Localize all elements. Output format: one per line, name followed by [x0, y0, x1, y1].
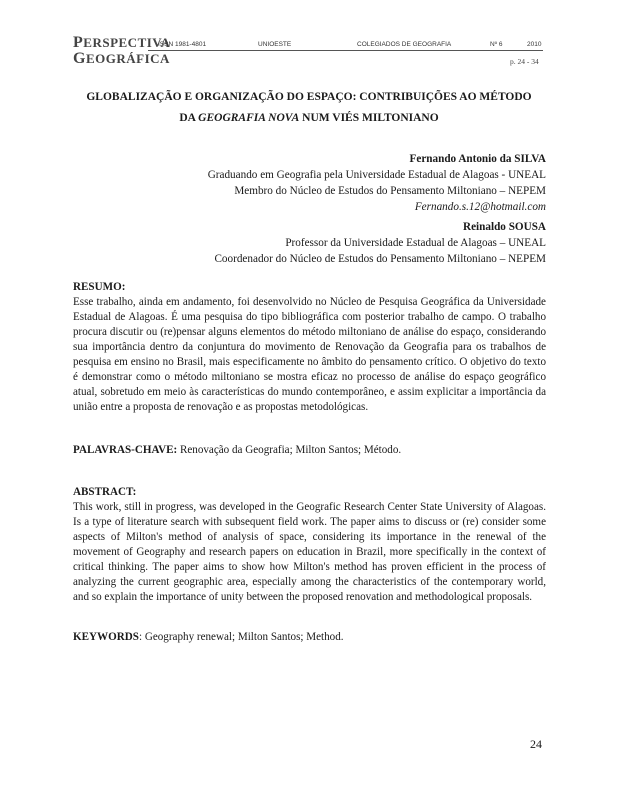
author-name: Fernando Antonio da SILVA	[409, 153, 546, 165]
resumo-section	[73, 280, 546, 415]
resumo-text: Esse trabalho, ainda em andamento, foi desenvolvido no Núcleo de Pesquisa Geográfica da Universidade Estadual de Alagoas. É uma pesquisa do tipo bibliográfica com posterior trabalho de campo. O trabalho procura discutir ou (re)pensar alguns elementos do método miltoniano de análise do espaço, considerando sua importância dentro da conjuntura do movimento de Renovação da Geografia para os trabalhos de pesquisa em ensino no Brasil, mais especificamente no âmbito do pensamento crítico. O objetivo do texto é demonstrar como o método miltoniano se mostra eficaz no processo de análise do espaço geográfico atual, sobretudo em meio às características do mundo contemporâneo, e assim explicitar a importância da união entre a proposta de renovação e as propostas metodológicas.	[73, 296, 546, 413]
author-email[interactable]: Fernando.s.12@hotmail.com	[414, 201, 546, 213]
keywords	[73, 630, 546, 645]
title-part: NUM VIÉS MILTONIANO	[299, 112, 439, 124]
issn: ISSN 1981-4801	[158, 41, 207, 48]
title-italic-part: GEOGRAFIA NOVA	[198, 112, 300, 124]
palavras-chave-text: Renovação da Geografia; Milton Santos; Método.	[177, 444, 402, 456]
author-block-2	[214, 219, 546, 267]
year: 2010	[527, 41, 542, 48]
palavras-chave	[73, 443, 546, 458]
issue-number: Nº 6	[490, 41, 503, 48]
title-line-2	[60, 108, 558, 129]
abstract-section	[73, 485, 546, 605]
page-range: p. 24 - 34	[510, 57, 539, 66]
paper-title	[60, 87, 558, 129]
logo-word-2: EOGRÁFICA	[85, 51, 170, 66]
keywords-label: KEYWORDS	[73, 631, 139, 643]
resumo-heading: RESUMO:	[73, 281, 126, 293]
title-part: DA	[179, 112, 199, 124]
author-affiliation: Coordenador do Núcleo de Estudos do Pensamento Miltoniano – NEPEM	[214, 253, 546, 265]
abstract-heading: ABSTRACT:	[73, 486, 137, 498]
title-line-1: GLOBALIZAÇÃO E ORGANIZAÇÃO DO ESPAÇO: CONTRIBUIÇÕES AO MÉTODO	[86, 91, 532, 103]
university: UNIOESTE	[258, 41, 292, 48]
abstract-text: This work, still in progress, was developed in the Geografic Research Center State University of Alagoas. Is a type of literature search with subsequent field work. The paper aims to discuss or (re) consider some aspects of Milton's method of analysis of space, considering its importance in the renewal of the movement of Geography and research papers on education in Brazil, more specifically in the context of critical thinking. The paper aims to show how Milton's method has proven efficient in the process of analyzing the current geographic area, especially among the characteristics of the contemporary world, and so explain the importance of unity between the proposed renovation and methodological proposals.	[73, 501, 546, 603]
author-name: Reinaldo SOUSA	[463, 221, 546, 233]
logo-word-1: ERSPECTIVA	[83, 35, 171, 50]
palavras-chave-label: PALAVRAS-CHAVE:	[73, 444, 178, 456]
header-rule	[148, 50, 543, 51]
author-affiliation: Professor da Universidade Estadual de Alagoas – UNEAL	[285, 237, 546, 249]
author-block-1	[208, 151, 546, 215]
keywords-text: : Geography renewal; Milton Santos; Method.	[138, 631, 344, 643]
author-affiliation: Graduando em Geografia pela Universidade Estadual de Alagoas - UNEAL	[207, 169, 546, 181]
logo-initial: G	[73, 50, 86, 67]
journal-logo	[73, 35, 170, 67]
college: COLEGIADOS DE GEOGRAFIA	[357, 41, 452, 48]
logo-initial: P	[73, 34, 84, 51]
author-affiliation: Membro do Núcleo de Estudos do Pensamento Miltoniano – NEPEM	[234, 185, 546, 197]
page-number: 24	[530, 737, 542, 751]
